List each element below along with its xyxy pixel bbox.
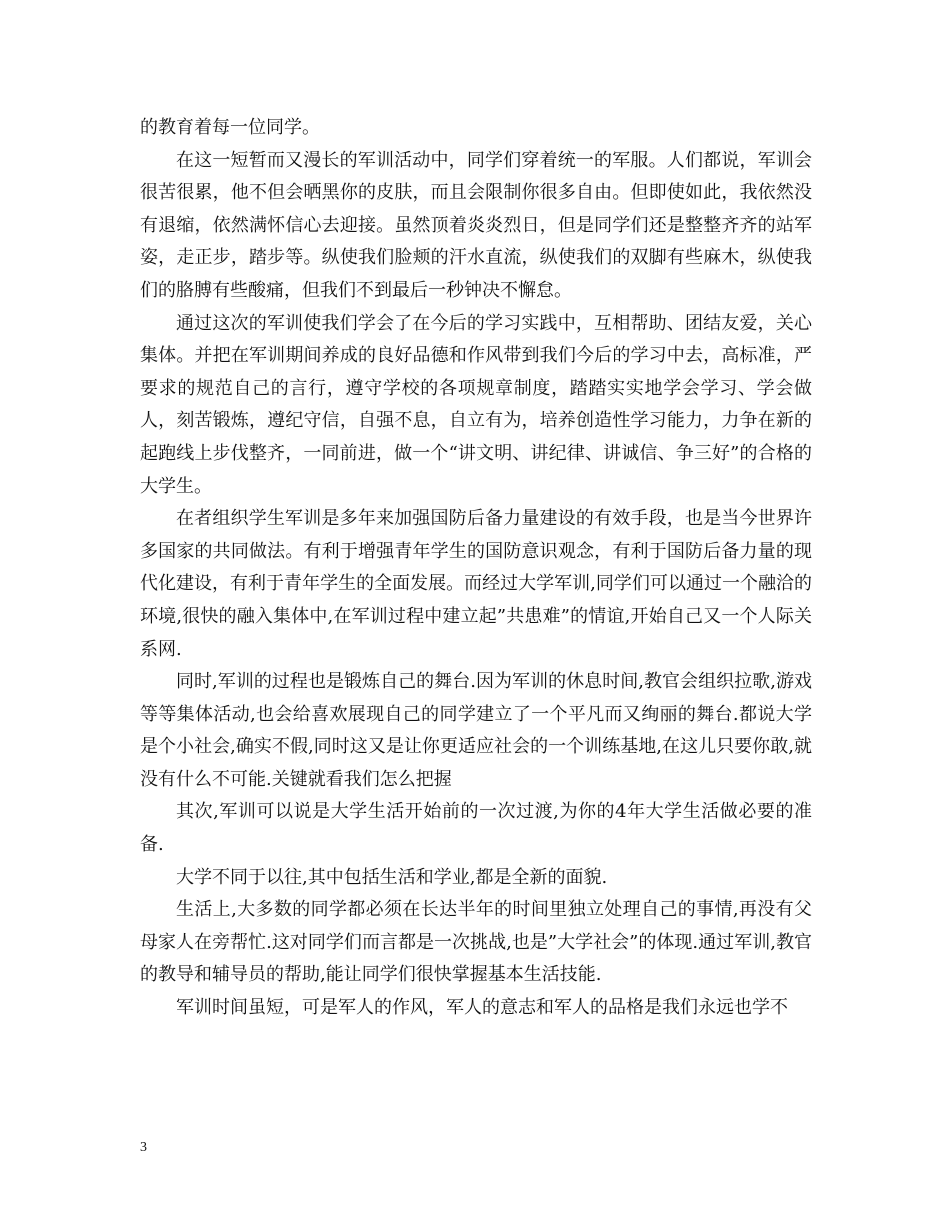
paragraph-2: 在这一短暂而又漫长的军训活动中，同学们穿着统一的军服。人们都说，军训会很苦很累，他不但会晒黑你的皮肤，而且会限制你很多自由。但即使如此，我依然没有退缩，依然满怀信心去迎接。虽然顶着炎炎烈日，但是同学们还是整整齐齐的站军姿，走正步，踏步等。纵使我们脸颊的汗水直流，纵使我们的双脚有些麻木，纵使我们的胳膊有些酸痛，但我们不到最后一秒钟决不懈怠。 [140,149,812,301]
paragraph-5: 同时,军训的过程也是锻炼自己的舞台.因为军训的休息时间,教官会组织拉歌,游戏等等集体活动,也会给喜欢展现自己的同学建立了一个平凡而又绚丽的舞台.都说大学是个小社会,确实不假,同时这又是让你更适应社会的一个训练基地,在这儿只要你敢,就没有什么不可能.关键就看我们怎么把握 [140,671,812,790]
paragraph-6: 其次,军训可以说是大学生活开始前的一次过渡,为你的4年大学生活做必要的准备. [140,801,812,856]
paragraph-3: 通过这次的军训使我们学会了在今后的学习实践中，互相帮助、团结友爱，关心集体。并把在军训期间养成的良好品德和作风带到我们今后的学习中去，高标准，严要求的规范自己的言行，遵守学校的各项规章制度，踏踏实实地学会学习、学会做人，刻苦锻炼，遵纪守信，自强不息，自立有为，培养创造性学习能力，力争在新的起跑线上步伐整齐，一同前进，做一个“讲文明、讲纪律、讲诚信、争三好”的合格的大学生。 [140,312,812,497]
page-number: 3 [140,1140,147,1155]
paragraph-1: 的教育着每一位同学。 [140,117,320,138]
paragraph-7: 大学不同于以往,其中包括生活和学业,都是全新的面貌. [176,866,608,888]
document-body [140,112,812,1025]
paragraph-9: 军训时间虽短，可是军人的作风，军人的意志和军人的品格是我们永远也学不 [176,997,788,1019]
paragraph-4: 在者组织学生军训是多年来加强国防后备力量建设的有效手段，也是当今世界许多国家的共同做法。有利于增强青年学生的国防意识观念，有利于国防后备力量的现代化建设，有利于青年学生的全面发展。而经过大学军训,同学们可以通过一个融洽的环境,很快的融入集体中,在军训过程中建立起”共患难”的情谊,开始自己又一个人际关系网. [140,508,812,660]
paragraph-8: 生活上,大多数的同学都必须在长达半年的时间里独立处理自己的事情,再没有父母家人在旁帮忙.这对同学们而言都是一次挑战,也是”大学社会”的体现.通过军训,教官的教导和辅导员的帮助,能让同学们很快掌握基本生活技能. [140,899,812,986]
